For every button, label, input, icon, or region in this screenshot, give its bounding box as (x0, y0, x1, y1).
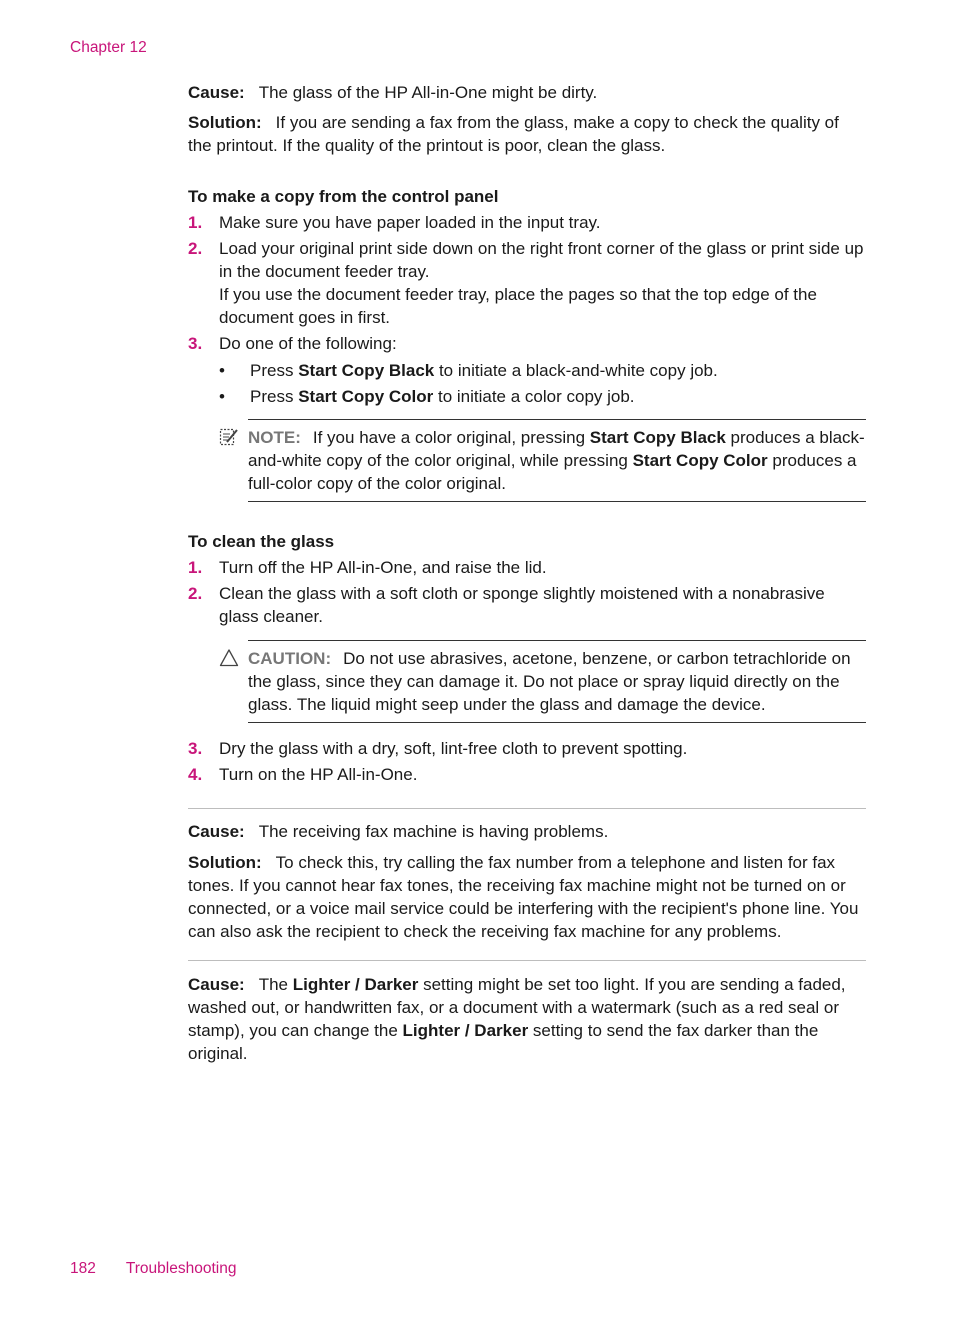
solution-text: If you are sending a fax from the glass, make a copy to check the quality of the printout. If the quality of the printout is poor, clean the glass. (188, 113, 839, 155)
page-number: 182 (70, 1260, 96, 1277)
step-text: Make sure you have paper loaded in the input tray. (219, 213, 601, 232)
step-text: Clean the glass with a soft cloth or sponge slightly moistened with a nonabrasive glass cleaner. (219, 584, 825, 626)
list-item (188, 582, 866, 723)
list-item (188, 556, 866, 579)
button-name: Start Copy Color (298, 387, 434, 406)
note-pencil-icon (219, 427, 239, 447)
step-text: Load your original print side down on the right front corner of the glass or print side up in the document feeder tray. (219, 239, 864, 281)
step-text: Do one of the following: (219, 334, 397, 353)
caution-text: Do not use abrasives, acetone, benzene, or carbon tetrachloride on the glass, since they can damage it. Do not place or spray liquid directly on the glass. The liquid might seep under the glass and damage the device. (248, 649, 851, 714)
step-number: 1. (188, 558, 203, 577)
note-box: NOTE: If you have a color original, pressing Start Copy Black produces a black-and-white copy of the color original, while pressing Start Copy Color produces a full-color copy of the color original. (248, 419, 866, 502)
cause-label: Cause: (188, 822, 245, 841)
cause-text: The glass of the HP All-in-One might be dirty. (258, 83, 598, 102)
setting-name: Lighter / Darker (402, 1021, 529, 1040)
section-divider (188, 808, 866, 809)
step-text: Turn off the HP All-in-One, and raise the lid. (219, 558, 547, 577)
caution-box (248, 640, 866, 723)
cause-2 (188, 820, 866, 843)
step-extra-text: If you use the document feeder tray, place the pages so that the top edge of the document goes in first. (219, 285, 817, 327)
cause-label: Cause: (188, 83, 245, 102)
button-name: Start Copy Black (298, 361, 435, 380)
cause-3: Cause: The Lighter / Darker setting might be set too light. If you are sending a faded, washed out, or handwritten fax, or a document with a watermark (such as a red seal or stamp), you can change the Lighter / Darker setting to send the fax darker than the original. (188, 975, 846, 1063)
bullet: • (219, 387, 225, 406)
solution-1 (188, 111, 866, 157)
cause-text: The receiving fax machine is having problems. (258, 822, 609, 841)
solution-2 (188, 851, 866, 943)
solution-label: Solution: (188, 853, 262, 872)
step-number: 1. (188, 213, 203, 232)
caution-triangle-icon (219, 648, 239, 668)
cause-1 (188, 81, 866, 104)
list-item (188, 211, 866, 234)
copy-steps (188, 211, 866, 502)
list-item: • Press Start Copy Color to initiate a color copy job. (219, 387, 635, 406)
section-divider (188, 960, 866, 961)
page-footer (70, 1257, 236, 1280)
setting-name: Lighter / Darker (292, 975, 419, 994)
chapter-header: Chapter 12 (70, 39, 147, 56)
step-number: 3. (188, 739, 203, 758)
copy-section-title: To make a copy from the control panel (188, 187, 499, 206)
note-label: NOTE: (248, 428, 301, 447)
cause-label: Cause: (188, 975, 245, 994)
list-item: • Press Start Copy Black to initiate a black-and-white copy job. (219, 361, 718, 380)
step-number: 2. (188, 239, 203, 258)
solution-text: To check this, try calling the fax number from a telephone and listen for fax tones. If you cannot hear fax tones, the receiving fax machine might not be turned on or connected, or a voice mail service could be interfering with the recipient's phone line. You can also ask the recipient to check the receiving fax machine for any problems. (188, 853, 859, 941)
list-item (188, 763, 866, 786)
step-number: 4. (188, 765, 203, 784)
bullet: • (219, 361, 225, 380)
page-content (188, 81, 866, 1065)
option-bullets (219, 359, 866, 408)
step-number: 3. (188, 334, 203, 353)
list-item (188, 237, 866, 329)
list-item (188, 332, 866, 502)
clean-section-title: To clean the glass (188, 532, 335, 551)
clean-steps (188, 556, 866, 786)
step-number: 2. (188, 584, 203, 603)
step-text: Dry the glass with a dry, soft, lint-free cloth to prevent spotting. (219, 739, 688, 758)
list-item (188, 737, 866, 760)
caution-label: CAUTION: (248, 649, 332, 668)
solution-label: Solution: (188, 113, 262, 132)
footer-section: Troubleshooting (125, 1260, 237, 1277)
step-text: Turn on the HP All-in-One. (219, 765, 418, 784)
